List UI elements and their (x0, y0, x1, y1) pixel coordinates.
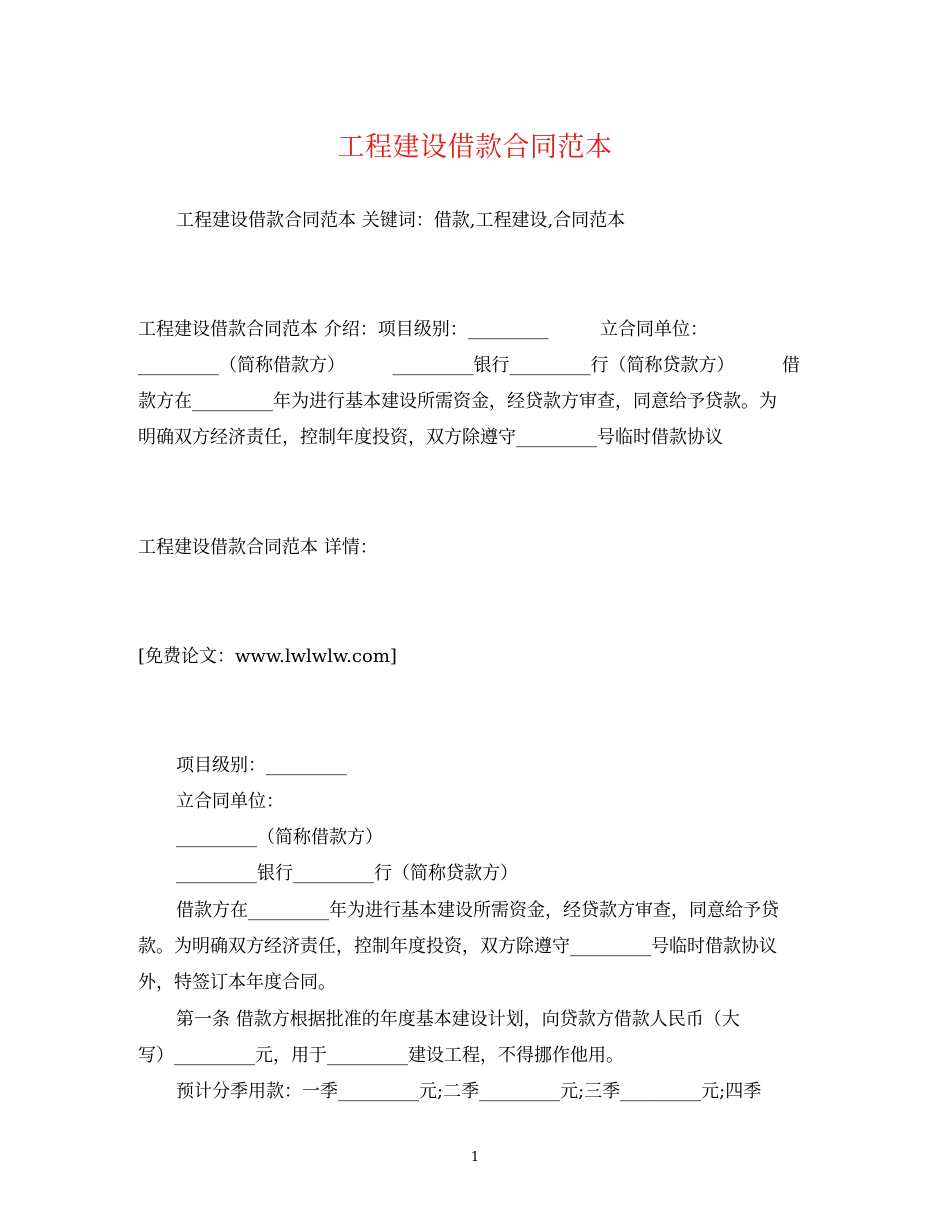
paragraph-1-line-2: 款。为明确双方经济责任，控制年度投资，双方除遵守_________号临时借款协议 (138, 936, 777, 957)
parties-label: 立合同单位： (176, 791, 284, 812)
intro-line-1-right: 立合同单位： (600, 319, 708, 340)
page-number: 1 (470, 1150, 480, 1165)
details-heading: 工程建设借款合同范本 详情： (138, 537, 378, 558)
paragraph-1-line-1: 借款方在_________年为进行基本建设所需资金，经贷款方审查，同意给予贷 (176, 900, 779, 921)
intro-line-2-end: 借 (782, 355, 800, 376)
source-note: [免费论文：www.lwlwlw.com] (138, 646, 397, 667)
quarterly-usage-line: 预计分季用款：一季_________元;二季_________元;三季_________元;四季 (176, 1081, 762, 1102)
article-1-line-1: 第一条 借款方根据批准的年度基本建设计划，向贷款方借款人民币（大 (176, 1009, 740, 1030)
article-1-line-2: 写）_________元，用于_________建设工程，不得挪作他用。 (138, 1045, 624, 1066)
intro-line-1-left: 工程建设借款合同范本 介绍：项目级别：_________ (138, 319, 549, 340)
borrower-line: _________（简称借款方） (176, 827, 383, 848)
intro-lender: _________银行_________行（简称贷款方） (392, 355, 735, 376)
keywords-line: 工程建设借款合同范本 关键词：借款,工程建设,合同范本 (176, 210, 626, 231)
intro-line-2 (138, 354, 800, 378)
intro-line-3: 款方在_________年为进行基本建设所需资金，经贷款方审查，同意给予贷款。为 (138, 391, 777, 412)
paragraph-1-line-3: 外，特签订本年度合同。 (138, 972, 336, 993)
project-level: 项目级别：_________ (176, 755, 347, 776)
intro-borrower: _________（简称借款方） (138, 355, 345, 376)
lender-line: _________银行_________行（简称贷款方） (176, 863, 518, 884)
document-title: 工程建设借款合同范本 (337, 132, 613, 163)
intro-line-4: 明确双方经济责任，控制年度投资，双方除遵守_________号临时借款协议 (138, 427, 723, 448)
